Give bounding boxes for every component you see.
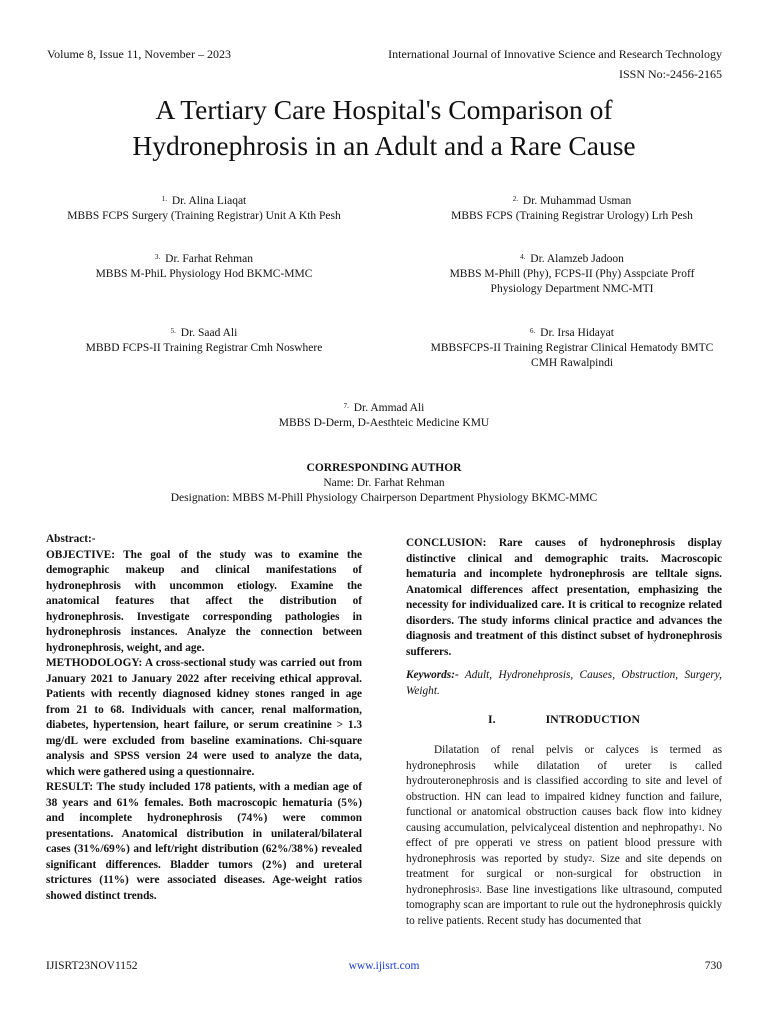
author-2 xyxy=(388,194,756,224)
section-number: I. xyxy=(488,712,496,726)
intro-text: . No effect of pre opperati ve stress on patient blood pressure with hydronephrosis was reported by study xyxy=(406,821,722,865)
author-name: Dr. Farhat Rehman xyxy=(165,253,253,265)
author-affiliation: MBBS FCPS (Training Registrar Urology) Lrh Pesh xyxy=(451,210,693,222)
abstract-conclusion: CONCLUSION: Rare causes of hydronephrosis display distinctive clinical and demographic traits. Macroscopic hematuria and incomplete hydronephrosis are telltale signs. Anatomical differences affect presentation, emphasizing the necessity for individualized care. It is critical to recognize related disorders. The study informs clinical practice and advances the diagnosis and treatment of this distinct subset of hydronephrosis sufferers. xyxy=(406,537,722,658)
author-affiliation-2: Physiology Department NMC-MTI xyxy=(490,283,654,295)
citation: 3 xyxy=(475,885,480,894)
author-4 xyxy=(388,252,756,297)
keywords xyxy=(406,668,722,699)
paper-title xyxy=(0,92,768,164)
author-name: Dr. Ammad Ali xyxy=(353,402,425,414)
author-number: 6. xyxy=(530,327,536,335)
page-number: 730 xyxy=(704,960,722,972)
intro-text: Dilatation of renal pelvis or calyces is termed as hydronephrosis while dilatation of ureter is called hydrouteronephrosis and is classified according to site and level of obstruction. HN can lead to impaired kidney function and failure, functional or anatomical obstruction causes back flow into kidney causing accumulation, pelvicalyceal distention and nephropathy xyxy=(406,744,722,834)
author-name: Dr. Saad Ali xyxy=(180,327,238,339)
keywords-label: Keywords:- xyxy=(406,669,459,681)
author-5 xyxy=(20,326,388,356)
author-number: 3. xyxy=(155,253,161,261)
author-7 xyxy=(0,401,768,431)
author-affiliation: MBBS M-PhiL Physiology Hod BKMC-MMC xyxy=(95,268,313,280)
author-affiliation: MBBS FCPS Surgery (Training Registrar) Unit A Kth Pesh xyxy=(67,210,341,222)
author-affiliation: MBBSFCPS-II Training Registrar Clinical Hematody BMTC xyxy=(430,342,714,354)
author-number: 7. xyxy=(343,402,349,410)
intro-text: . Base line investigations like ultrasound, computed tomography scan are important to rule out the hydronephrosis quickly to relive patients. Recent study has documented that xyxy=(406,883,722,927)
title-line-2: Hydronephrosis in an Adult and a Rare Cause xyxy=(132,130,636,161)
journal-website-link[interactable]: www.ijisrt.com xyxy=(348,960,420,972)
intro-text: . Size and site depends on treatment for surgical or non-surgical for obstruction in hydronephrosis xyxy=(406,852,723,896)
corresponding-name: Name: Dr. Farhat Rehman xyxy=(323,477,445,489)
section-heading xyxy=(406,712,722,727)
citation: 2 xyxy=(588,854,593,863)
journal-name: International Journal of Innovative Science and Research Technology xyxy=(388,47,722,61)
abstract-result: RESULT: The study included 178 patients, with a median age of 38 years and 61% females. Both macroscopic hematuria (5%) and incomplete hydronephrosis (74%) were common presentations. Anatomical distribution in unilateral/bilateral cases (31%/69%) and left/right distribution (62%/38%) revealed significant differences. Bladder tumors (2%) and ureteral strictures (11%) were associated diseases. Age-weight ratios showed distinct trends. xyxy=(46,781,362,902)
paper-id: IJISRT23NOV1152 xyxy=(46,960,138,972)
author-affiliation: MBBS M-Phill (Phy), FCPS-II (Phy) Asspciate Proff xyxy=(449,268,695,280)
corresponding-author xyxy=(0,461,768,506)
corresponding-heading: CORRESPONDING AUTHOR xyxy=(306,462,462,474)
author-name: Dr. Alamzeb Jadoon xyxy=(530,253,624,265)
corresponding-designation: Designation: MBBS M-Phill Physiology Chairperson Department Physiology BKMC-MMC xyxy=(170,492,598,504)
author-number: 2. xyxy=(512,195,519,203)
author-name: Dr. Irsa Hidayat xyxy=(540,327,614,339)
author-3 xyxy=(20,252,388,282)
author-name: Dr. Muhammad Usman xyxy=(522,195,632,207)
title-line-1: A Tertiary Care Hospital's Comparison of xyxy=(155,94,613,125)
author-number: 5. xyxy=(170,327,176,335)
citation: 1 xyxy=(698,823,702,832)
abstract xyxy=(46,532,362,904)
keywords-text: Adult, Hydronehprosis, Causes, Obstruction, Surgery, Weight. xyxy=(406,669,722,697)
author-affiliation: MBBS D-Derm, D-Aesthteic Medicine KMU xyxy=(278,417,490,429)
abstract-objective: OBJECTIVE: The goal of the study was to examine the demographic makeup and clinical manifestations of hydronephrosis with uncommon etiology. Examine the anatomical features that affect the distribution of hydronephrosis. Investigate corresponding pathologies in hydronephrosis instances. Analyze the connection between hydronephrosis, weight, and age. xyxy=(46,548,362,654)
author-6 xyxy=(388,326,756,371)
author-number: 4. xyxy=(520,253,526,261)
abstract-methodology: METHODOLOGY: A cross-sectional study was carried out from January 2021 to January 2022 after receiving ethical approval. Patients with recently diagnosed kidney stones ranged in age from 21 to 68. Individuals with cancer, renal malformation, diabetes, hypertension, heart failure, or serum creatinine > 1.3 mg/dL were excluded from baseline examinations. Chi-square analysis and SPSS version 24 were used to analyze the data, which were gathered using a questionnaire. xyxy=(46,657,362,778)
section-title: INTRODUCTION xyxy=(545,712,640,726)
author-1 xyxy=(20,194,388,224)
author-affiliation-2: CMH Rawalpindi xyxy=(530,357,614,369)
journal-volume: Volume 8, Issue 11, November – 2023 xyxy=(47,47,231,61)
issn: ISSN No:-2456-2165 xyxy=(618,67,722,81)
author-name: Dr. Alina Liaqat xyxy=(171,195,247,207)
introduction-paragraph xyxy=(406,743,722,929)
abstract-label: Abstract:- xyxy=(46,533,96,545)
author-affiliation: MBBD FCPS-II Training Registrar Cmh Noswhere xyxy=(85,342,323,354)
author-number: 1. xyxy=(161,195,167,203)
